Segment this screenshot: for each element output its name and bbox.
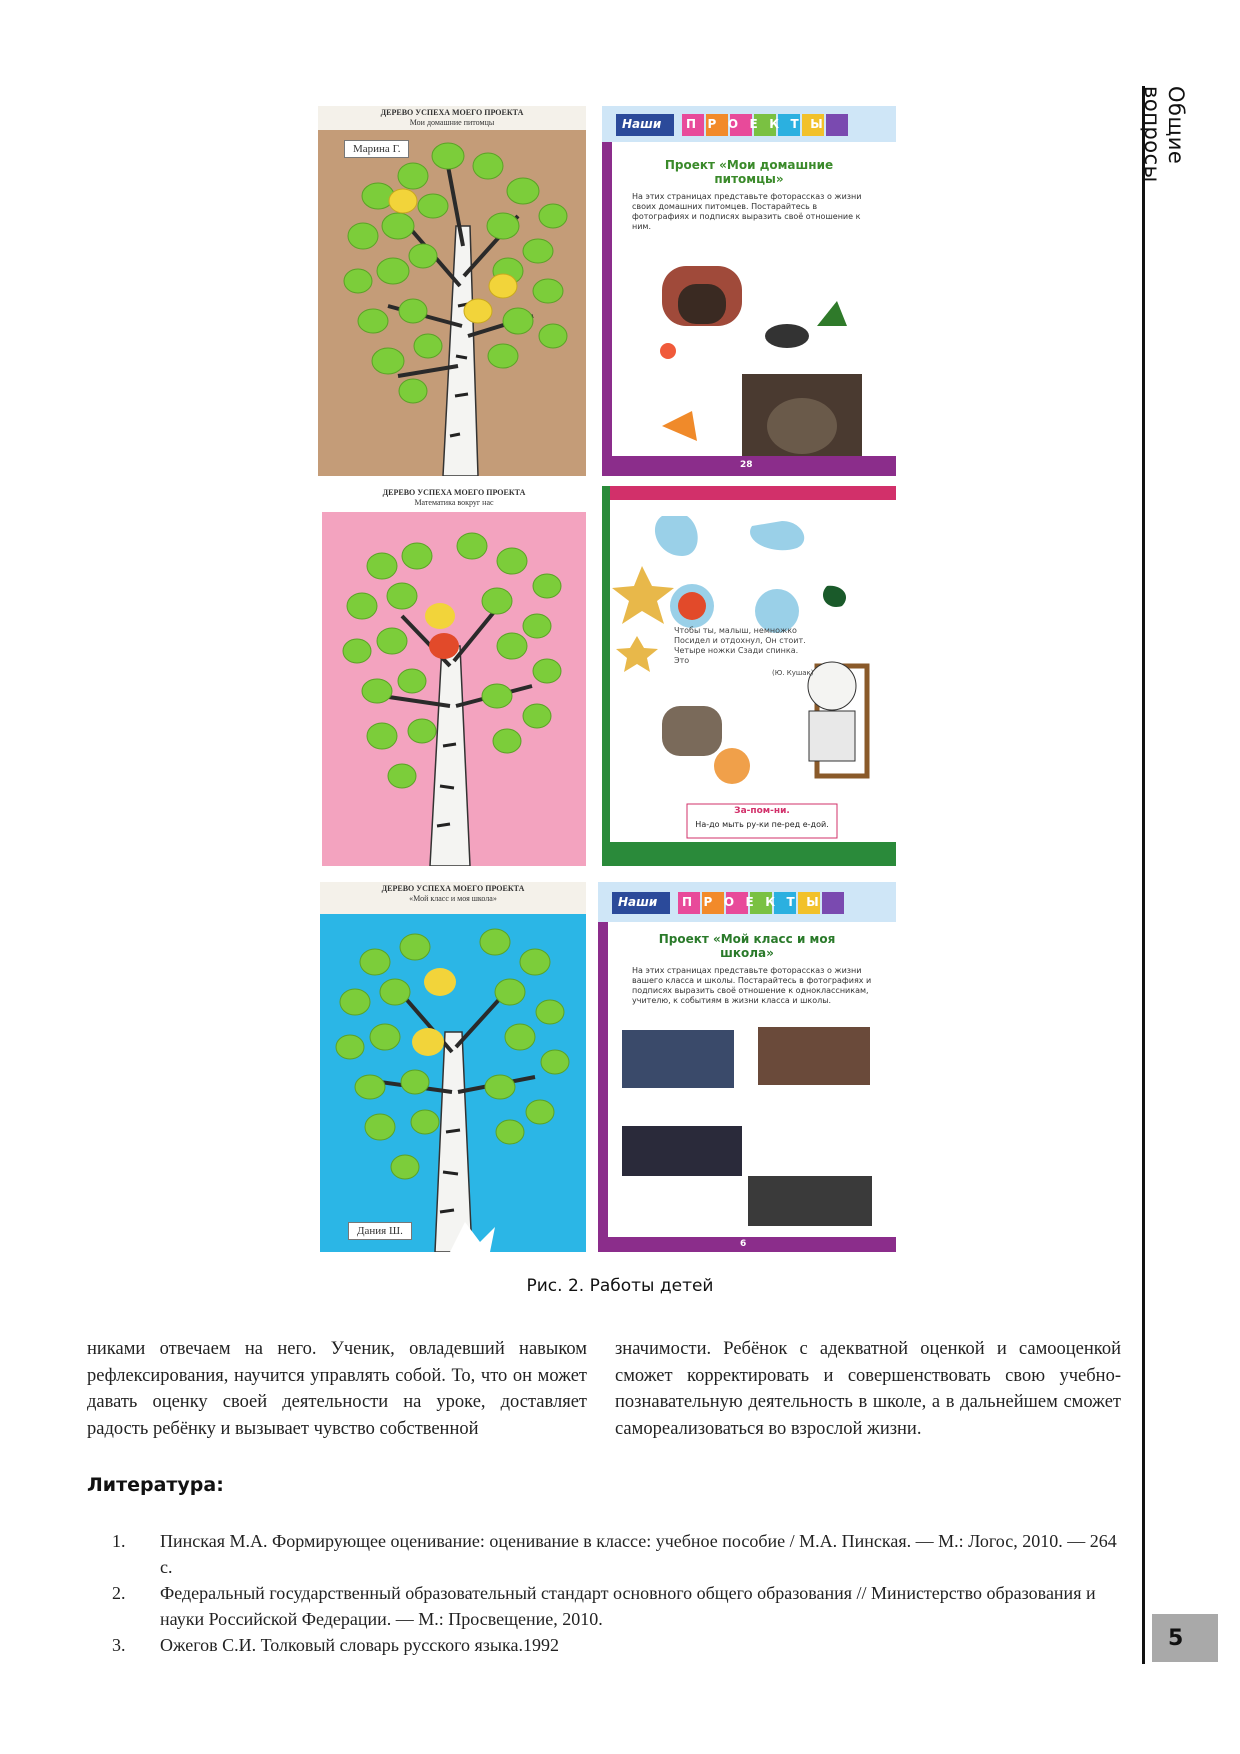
tree-panel-title: ДЕРЕВО УСПЕХА МОЕГО ПРОЕКТА	[382, 488, 526, 497]
tree-panel-title: ДЕРЕВО УСПЕХА МОЕГО ПРОЕКТА	[381, 884, 525, 893]
tree-panel-title: ДЕРЕВО УСПЕХА МОЕГО ПРОЕКТА	[380, 108, 524, 117]
body-text-right-column: значимости. Ребёнок с адекватной оценкой и самооценкой сможет корректировать и совершенствовать свою учебно-познавательную деятельность в школе, а в дальнейшем сможет самореализоваться во взрослой жизни.	[615, 1339, 1121, 1439]
reference-text: Ожегов С.И. Толковый словарь русского языка.1992	[160, 1635, 559, 1655]
reference-text: Пинская М.А. Формирующее оценивание: оценивание в классе: учебное пособие / М.А. Пинская. — М.: Логос, 2010. — 264 с.	[160, 1531, 1117, 1577]
tree-panel-school	[320, 882, 586, 1252]
banner-word-projects: ПРОЕКТЫ	[682, 895, 831, 909]
workbook-banner	[598, 882, 896, 926]
reference-item	[112, 1632, 1117, 1658]
workbook-instructions: На этих страницах представьте фоторассказ о жизни вашего класса и школы. Постарайтесь в фотографиях и подписях выразить своё отношение к одноклассникам, учителю, к событиям в жизни класса и школы.	[632, 966, 872, 1005]
section-tab: Общие вопросы	[1140, 86, 1188, 183]
tree-panel-pets	[318, 106, 586, 476]
tree-panel-header	[320, 882, 586, 906]
section-divider-line	[1142, 86, 1145, 1664]
tree-panel-math	[322, 486, 586, 866]
tree-panel-subtitle: Мои домашние питомцы	[409, 118, 495, 127]
figure-children-works	[318, 106, 898, 1252]
workbook-panel-pets	[602, 106, 896, 476]
reference-item	[112, 1528, 1117, 1580]
reference-text: Федеральный государственный образовательный стандарт основного общего образования // Министерство образования и науки Российской Федерации. — М.: Просвещение, 2010.	[160, 1583, 1096, 1629]
workbook-panel-school	[598, 882, 896, 1252]
reference-number: 1.	[112, 1531, 126, 1551]
reference-number: 3.	[112, 1635, 126, 1655]
tree-illustration	[320, 882, 586, 1252]
tree-panel-subtitle: «Мой класс и моя школа»	[409, 894, 497, 903]
workbook-project-title: Проект «Мой класс и моя школа»	[658, 932, 836, 960]
tree-illustration	[322, 486, 586, 866]
references-list	[112, 1528, 1117, 1658]
banner-word-nashi: Наши	[622, 117, 662, 131]
workbook-panel-chair	[602, 486, 896, 866]
workbook-banner	[602, 106, 896, 150]
tree-illustration	[318, 106, 586, 476]
workbook-project-title: Проект «Мои домашние питомцы»	[664, 158, 834, 186]
workbook-poem: Чтобы ты, малыш, немножко Посидел и отдохнул, Он стоит. Четыре ножки Сзади спинка. Это	[674, 626, 806, 665]
banner-word-nashi: Наши	[618, 895, 658, 909]
reference-item	[112, 1580, 1117, 1632]
poem-author: (Ю. Кушак)	[772, 669, 814, 677]
workbook-page-number: 6	[740, 1239, 747, 1249]
body-text-left-column: никами отвечаем на него. Ученик, овладевший навыком рефлексирования, научится управлять собой. То, что он может давать оценку своей деятельности на уроке, доставляет радость ребёнку и вызывает чувство собственной	[87, 1339, 587, 1439]
workbook-page-number: 28	[740, 460, 753, 470]
figure-caption: Рис. 2. Работы детей	[526, 1276, 714, 1296]
tree-panel-subtitle: Математика вокруг нас	[414, 498, 494, 507]
banner-word-projects: ПРОЕКТЫ	[686, 117, 835, 131]
remember-text: На-до мыть ру-ки пе-ред е-дой.	[695, 820, 829, 829]
tree-panel-header	[322, 486, 586, 510]
workbook-instructions: На этих страницах представьте фоторассказ о жизни своих домашних питомцев. Постарайтесь в фотографиях и подписях выразить своё отношение к ним.	[632, 192, 862, 231]
references-heading: Литература:	[87, 1474, 224, 1496]
page-number: 5	[1152, 1614, 1218, 1662]
reference-number: 2.	[112, 1583, 126, 1603]
author-name-label: Марина Г.	[344, 140, 409, 158]
author-name-label: Дания Ш.	[348, 1222, 412, 1240]
tree-panel-header	[318, 106, 586, 130]
remember-label: За-пом-ни.	[734, 806, 790, 816]
